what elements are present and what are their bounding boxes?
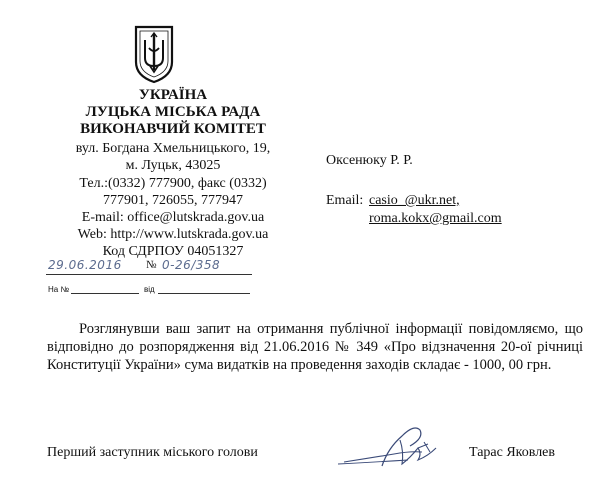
org-committee: ВИКОНАВЧИЙ КОМІТЕТ (80, 121, 266, 137)
ref-number-blank (71, 293, 139, 294)
coat-of-arms-icon (133, 24, 175, 84)
org-code: Код СДРПОУ 04051327 (102, 244, 244, 259)
org-web: Web: http://www.lutskrada.gov.ua (77, 227, 269, 242)
signatory-name: Тарас Яковлев (469, 445, 556, 460)
org-council: ЛУЦЬКА МІСЬКА РАДА (85, 104, 261, 120)
signatory-position: Перший заступник міського голови (47, 445, 258, 460)
ref-from-label: від (144, 285, 155, 294)
recipient-email-2[interactable]: roma.kokx@gmail.com (369, 211, 502, 226)
address-street: вул. Богдана Хмельницького, 19, (75, 141, 271, 156)
outgoing-date: 29.06.2016 (48, 258, 122, 272)
outgoing-number: 0-26/358 (162, 258, 221, 272)
phone-line-2: 777901, 726055, 777947 (103, 193, 243, 208)
org-country: УКРАЇНА (138, 87, 208, 103)
address-city: м. Луцьк, 43025 (125, 158, 221, 173)
recipient-name: Оксенюку Р. Р. (326, 153, 413, 168)
body-text: Розглянувши ваш запит на отримання публічної інформації повідомляємо, що відповідно до розпорядження від 21.06.2016 № 349 «Про відзначення 20-ої річниці Конституції України» сума видатків на проведення заходів складає - 1000, 00 грн. (47, 321, 583, 373)
number-label: № (146, 259, 157, 271)
recipient-email-label: Email: (326, 193, 364, 208)
ref-date-blank (158, 293, 250, 294)
org-email: E-mail: office@lutskrada.gov.ua (81, 210, 265, 225)
ref-label: На № (48, 285, 70, 294)
recipient-email-1[interactable]: casio_@ukr.net, (369, 193, 460, 208)
body-paragraph (47, 320, 583, 374)
date-underline (46, 274, 252, 275)
handwritten-signature-icon (336, 418, 456, 476)
phone-line-1: Тел.:(0332) 777900, факс (0332) (79, 176, 267, 191)
